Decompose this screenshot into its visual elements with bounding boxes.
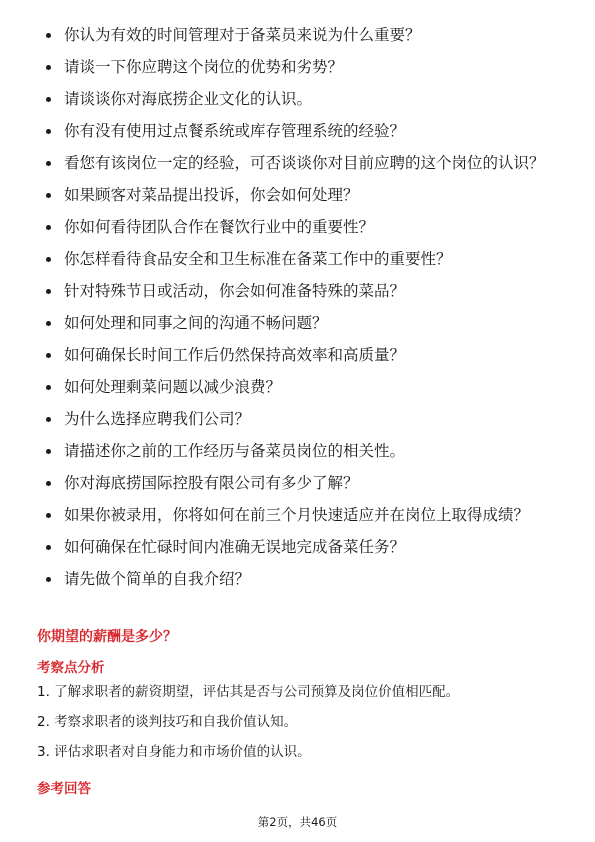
list-item: 针对特殊节日或活动，你会如何准备特殊的菜品？ — [42, 280, 562, 302]
list-item: 请先做个简单的自我介绍？ — [42, 568, 562, 590]
list-item: 请谈谈你对海底捞企业文化的认识。 — [42, 88, 562, 110]
list-item: 如果顾客对菜品提出投诉，你会如何处理？ — [42, 184, 562, 206]
analysis-list — [37, 683, 557, 773]
analysis-point: 1. 了解求职者的薪资期望，评估其是否与公司预算及岗位价值相匹配。 — [37, 684, 460, 700]
list-item: 看您有该岗位一定的经验，可否谈谈你对目前应聘的这个岗位的认识？ — [42, 152, 562, 174]
analysis-point: 3. 评估求职者对自身能力和市场价值的认识。 — [37, 744, 311, 760]
list-item: 你有没有使用过点餐系统或库存管理系统的经验？ — [42, 120, 562, 142]
list-item: 你对海底捞国际控股有限公司有多少了解？ — [42, 472, 562, 494]
question-list — [42, 24, 562, 600]
list-item: 如何确保在忙碌时间内准确无误地完成备菜任务？ — [42, 536, 562, 558]
list-item: 请描述你之前的工作经历与备菜员岗位的相关性。 — [42, 440, 562, 462]
reference-answer-heading: 参考回答 — [37, 781, 91, 797]
list-item: 如何确保长时间工作后仍然保持高效率和高质量？ — [42, 344, 562, 366]
page-number: 第2页，共46页 — [257, 815, 338, 829]
list-item: 你怎样看待食品安全和卫生标准在备菜工作中的重要性？ — [42, 248, 562, 270]
list-item: 如何处理剩菜问题以减少浪费？ — [42, 376, 562, 398]
list-item: 为什么选择应聘我们公司？ — [42, 408, 562, 430]
section-question-heading: 你期望的薪酬是多少？ — [37, 629, 177, 645]
list-item: 如何处理和同事之间的沟通不畅问题？ — [42, 312, 562, 334]
list-item: 你如何看待团队合作在餐饮行业中的重要性？ — [42, 216, 562, 238]
list-item: 你认为有效的时间管理对于备菜员来说为什么重要？ — [42, 24, 562, 46]
analysis-heading: 考察点分析 — [37, 660, 105, 676]
analysis-point: 2. 考察求职者的谈判技巧和自我价值认知。 — [37, 714, 298, 730]
list-item: 如果你被录用，你将如何在前三个月快速适应并在岗位上取得成绩？ — [42, 504, 562, 526]
list-item: 请谈一下你应聘这个岗位的优势和劣势？ — [42, 56, 562, 78]
